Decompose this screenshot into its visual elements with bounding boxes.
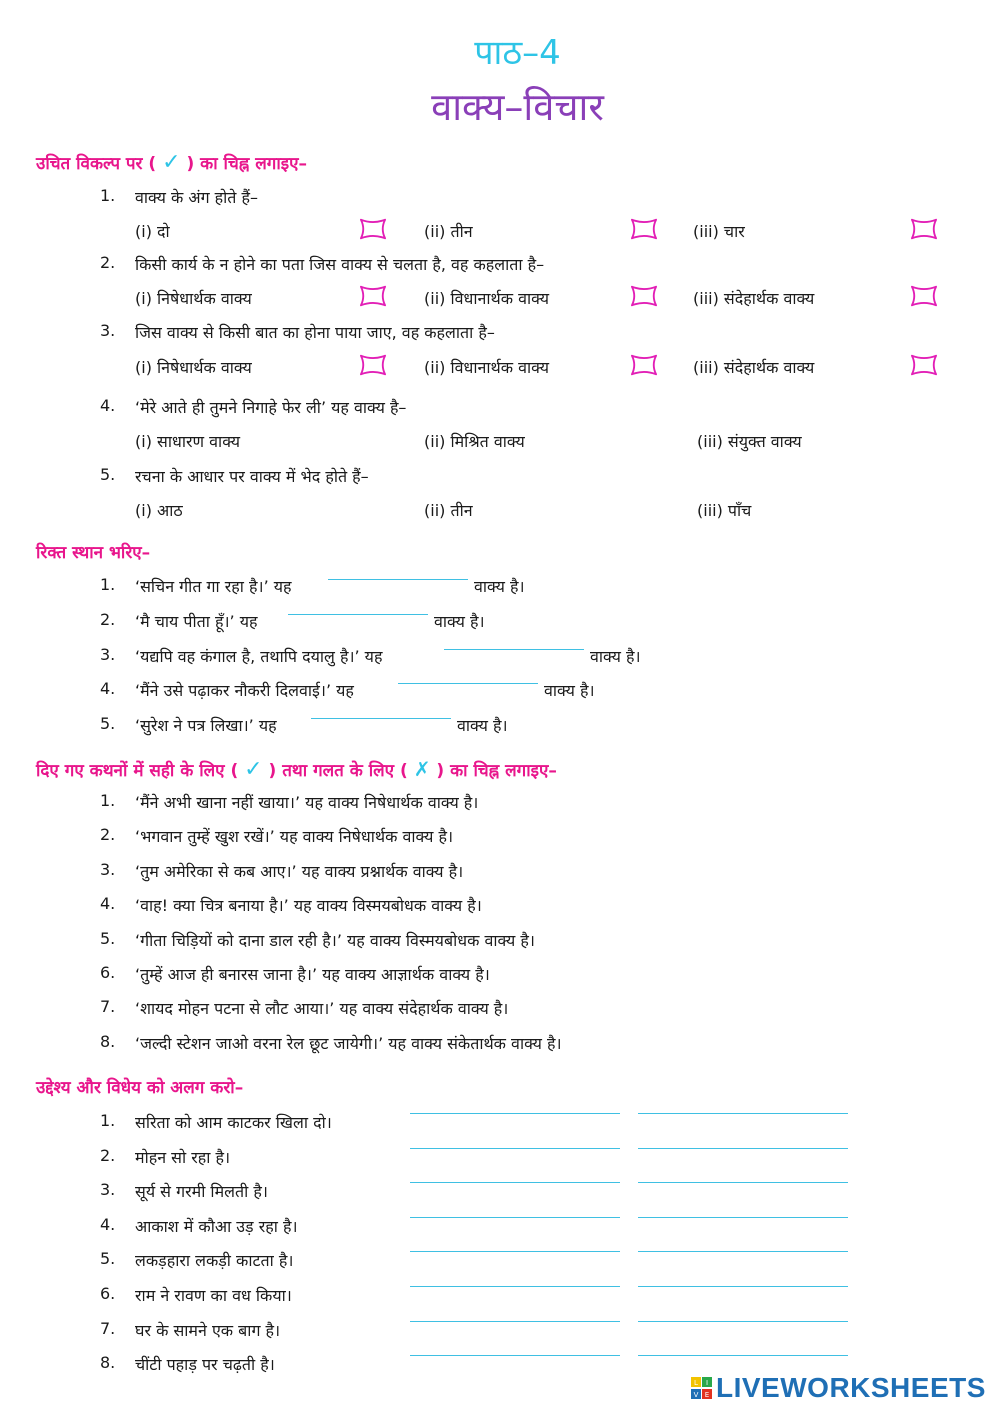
section1-heading-post: ) का चिह्न लगाइए–: [186, 154, 307, 174]
lesson-number: पाठ–4: [474, 33, 561, 73]
question-text: जिस वाक्य से किसी बात का होना पाया जाए, वह कहलाता है–: [135, 323, 495, 342]
option-text: (i) निषेधार्थक वाक्य: [135, 289, 252, 308]
brand-name: LIVEWORKSHEETS: [716, 1372, 986, 1403]
answer-checkbox-q3-opt3[interactable]: [908, 352, 940, 378]
option-text: (i) साधारण वाक्य: [135, 432, 241, 451]
fill-blank-suffix: वाक्य है।: [544, 681, 595, 700]
option-text: (iii) पाँच: [697, 501, 752, 520]
logo-letter: V: [693, 1391, 699, 1399]
fill-blank-suffix: वाक्य है।: [474, 577, 525, 596]
item-number: 3.: [100, 859, 116, 879]
answer-checkbox-q2-opt1[interactable]: [357, 283, 389, 309]
fill-blank-line[interactable]: [328, 579, 468, 580]
subject-answer-line[interactable]: [410, 1251, 620, 1252]
check-mark-icon: ✓: [162, 150, 181, 175]
fill-blank-line[interactable]: [311, 718, 451, 719]
item-number: 5.: [100, 1249, 116, 1269]
section1-heading-pre: उचित विकल्प पर (: [36, 154, 157, 174]
page-title: वाक्य–विचार: [431, 85, 604, 129]
statement-text: ‘वाह! क्या चित्र बनाया है।’ यह वाक्य विस्मयबोधक वाक्य है।: [135, 896, 482, 916]
option-text: (ii) तीन: [424, 501, 473, 520]
section1-heading: [36, 150, 307, 175]
answer-checkbox-q1-opt3[interactable]: [908, 216, 940, 242]
sentence-text: लकड़हारा लकड़ी काटता है।: [135, 1251, 294, 1271]
fill-blank-text: ‘सुरेश ने पत्र लिखा।’ यह: [135, 716, 277, 735]
sentence-text: चींटी पहाड़ पर चढ़ती है।: [135, 1355, 275, 1375]
option-text: (ii) विधानार्थक वाक्य: [424, 289, 549, 308]
statement-text: ‘गीता चिड़ियों को दाना डाल रही है।’ यह वाक्य विस्मयबोधक वाक्य है।: [135, 930, 535, 950]
fill-blank-line[interactable]: [444, 649, 584, 650]
section3-heading-mid: ) तथा गलत के लिए (: [268, 761, 408, 781]
statement-text: ‘जल्दी स्टेशन जाओ वरना रेल छूट जायेगी।’ यह वाक्य संकेतार्थक वाक्य है।: [135, 1033, 562, 1053]
liveworksheets-logo-icon: [690, 1374, 714, 1404]
option-text: (iii) संदेहार्थक वाक्य: [693, 289, 815, 308]
item-number: 6.: [100, 1284, 116, 1303]
statement-text: ‘मैंने अभी खाना नहीं खाया।’ यह वाक्य निषेधार्थक वाक्य है।: [135, 793, 479, 812]
question-number: 1.: [100, 186, 116, 205]
item-number: 4.: [100, 679, 116, 698]
section3-heading-pre: दिए गए कथनों में सही के लिए (: [36, 761, 239, 781]
option-text: (ii) मिश्रित वाक्य: [424, 432, 525, 451]
question-number: 5.: [100, 465, 116, 484]
logo-letter: L: [694, 1379, 698, 1387]
answer-checkbox-q1-opt2[interactable]: [628, 216, 660, 242]
check-mark-icon: ✓: [244, 757, 263, 782]
fill-blank-suffix: वाक्य है।: [457, 716, 508, 735]
subject-answer-line[interactable]: [410, 1182, 620, 1183]
fill-blank-line[interactable]: [398, 683, 538, 684]
section3-heading: [36, 757, 557, 782]
option-text: (i) आठ: [135, 501, 183, 520]
item-number: 7.: [100, 997, 116, 1017]
predicate-answer-line[interactable]: [638, 1182, 848, 1183]
subject-answer-line[interactable]: [410, 1217, 620, 1218]
fill-blank-suffix: वाक्य है।: [434, 612, 485, 631]
fill-blank-text: ‘सचिन गीत गा रहा है।’ यह: [135, 577, 292, 596]
logo-letter: E: [704, 1391, 710, 1399]
cross-mark-icon: ✗: [413, 757, 431, 781]
option-text: (iii) संयुक्त वाक्य: [697, 432, 802, 451]
question-number: 3.: [100, 321, 116, 340]
answer-checkbox-q3-opt1[interactable]: [357, 352, 389, 378]
predicate-answer-line[interactable]: [638, 1113, 848, 1114]
predicate-answer-line[interactable]: [638, 1148, 848, 1149]
item-number: 1.: [100, 1111, 116, 1130]
item-number: 2.: [100, 610, 116, 629]
option-text: (i) दो: [135, 222, 170, 241]
subject-answer-line[interactable]: [410, 1286, 620, 1287]
option-text: (ii) विधानार्थक वाक्य: [424, 358, 549, 377]
sentence-text: आकाश में कौआ उड़ रहा है।: [135, 1216, 298, 1236]
section2-heading: रिक्त स्थान भरिए–: [36, 543, 151, 563]
statement-text: ‘तुम अमेरिका से कब आए।’ यह वाक्य प्रश्नार्थक वाक्य है।: [135, 861, 464, 881]
predicate-answer-line[interactable]: [638, 1355, 848, 1356]
statement-text: ‘भगवान तुम्हें खुश रखें।’ यह वाक्य निषेधार्थक वाक्य है।: [135, 827, 454, 847]
answer-checkbox-q3-opt2[interactable]: [628, 352, 660, 378]
answer-checkbox-q2-opt3[interactable]: [908, 283, 940, 309]
option-text: (ii) तीन: [424, 222, 473, 241]
statement-text: ‘तुम्हें आज ही बनारस जाना है।’ यह वाक्य आज्ञार्थक वाक्य है।: [135, 965, 490, 984]
fill-blank-text: ‘मैंने उसे पढ़ाकर नौकरी दिलवाई।’ यह: [135, 681, 354, 700]
statement-text: ‘शायद मोहन पटना से लौट आया।’ यह वाक्य संदेहार्थक वाक्य है।: [135, 999, 509, 1019]
question-text: किसी कार्य के न होने का पता जिस वाक्य से चलता है, वह कहलाता है–: [135, 255, 545, 274]
predicate-answer-line[interactable]: [638, 1217, 848, 1218]
fill-blank-line[interactable]: [288, 614, 428, 615]
item-number: 3.: [100, 1180, 116, 1200]
sentence-text: सरिता को आम काटकर खिला दो।: [135, 1113, 332, 1132]
question-number: 2.: [100, 253, 116, 272]
item-number: 2.: [100, 825, 116, 845]
question-text: रचना के आधार पर वाक्य में भेद होते हैं–: [135, 467, 369, 486]
item-number: 4.: [100, 894, 116, 914]
sentence-text: घर के सामने एक बाग है।: [135, 1320, 281, 1340]
section4-heading: उद्देश्य और विधेय को अलग करो–: [36, 1078, 244, 1098]
item-number: 5.: [100, 714, 116, 733]
option-text: (i) निषेधार्थक वाक्य: [135, 358, 252, 377]
option-text: (iii) चार: [693, 222, 745, 241]
item-number: 8.: [100, 1353, 116, 1373]
question-number: 4.: [100, 396, 116, 415]
answer-checkbox-q1-opt1[interactable]: [357, 216, 389, 242]
fill-blank-text: ‘मै चाय पीता हूँ।’ यह: [135, 612, 258, 631]
item-number: 7.: [100, 1318, 116, 1338]
fill-blank-suffix: वाक्य है।: [590, 647, 641, 666]
subject-answer-line[interactable]: [410, 1148, 620, 1149]
item-number: 1.: [100, 575, 116, 594]
item-number: 2.: [100, 1145, 116, 1165]
item-number: 3.: [100, 645, 116, 664]
subject-answer-line[interactable]: [410, 1113, 620, 1114]
item-number: 1.: [100, 791, 116, 810]
predicate-answer-line[interactable]: [638, 1321, 848, 1322]
subject-answer-line[interactable]: [410, 1321, 620, 1322]
logo-letter: I: [705, 1379, 709, 1387]
item-number: 4.: [100, 1214, 116, 1234]
sentence-text: राम ने रावण का वध किया।: [135, 1286, 292, 1305]
item-number: 6.: [100, 963, 116, 982]
subject-answer-line[interactable]: [410, 1355, 620, 1356]
fill-blank-text: ‘यद्यपि वह कंगाल है, तथापि दयालु है।’ यह: [135, 647, 383, 666]
predicate-answer-line[interactable]: [638, 1286, 848, 1287]
section3-heading-post: ) का चिह्न लगाइए–: [436, 761, 557, 781]
option-text: (iii) संदेहार्थक वाक्य: [693, 358, 815, 377]
sentence-text: मोहन सो रहा है।: [135, 1147, 231, 1167]
answer-checkbox-q2-opt2[interactable]: [628, 283, 660, 309]
item-number: 5.: [100, 928, 116, 948]
question-text: ‘मेरे आते ही तुमने निगाहे फेर ली’ यह वाक्य है–: [135, 398, 407, 417]
question-text: वाक्य के अंग होते हैं–: [135, 188, 258, 207]
item-number: 8.: [100, 1031, 116, 1051]
sentence-text: सूर्य से गरमी मिलती है।: [135, 1182, 268, 1202]
predicate-answer-line[interactable]: [638, 1251, 848, 1252]
